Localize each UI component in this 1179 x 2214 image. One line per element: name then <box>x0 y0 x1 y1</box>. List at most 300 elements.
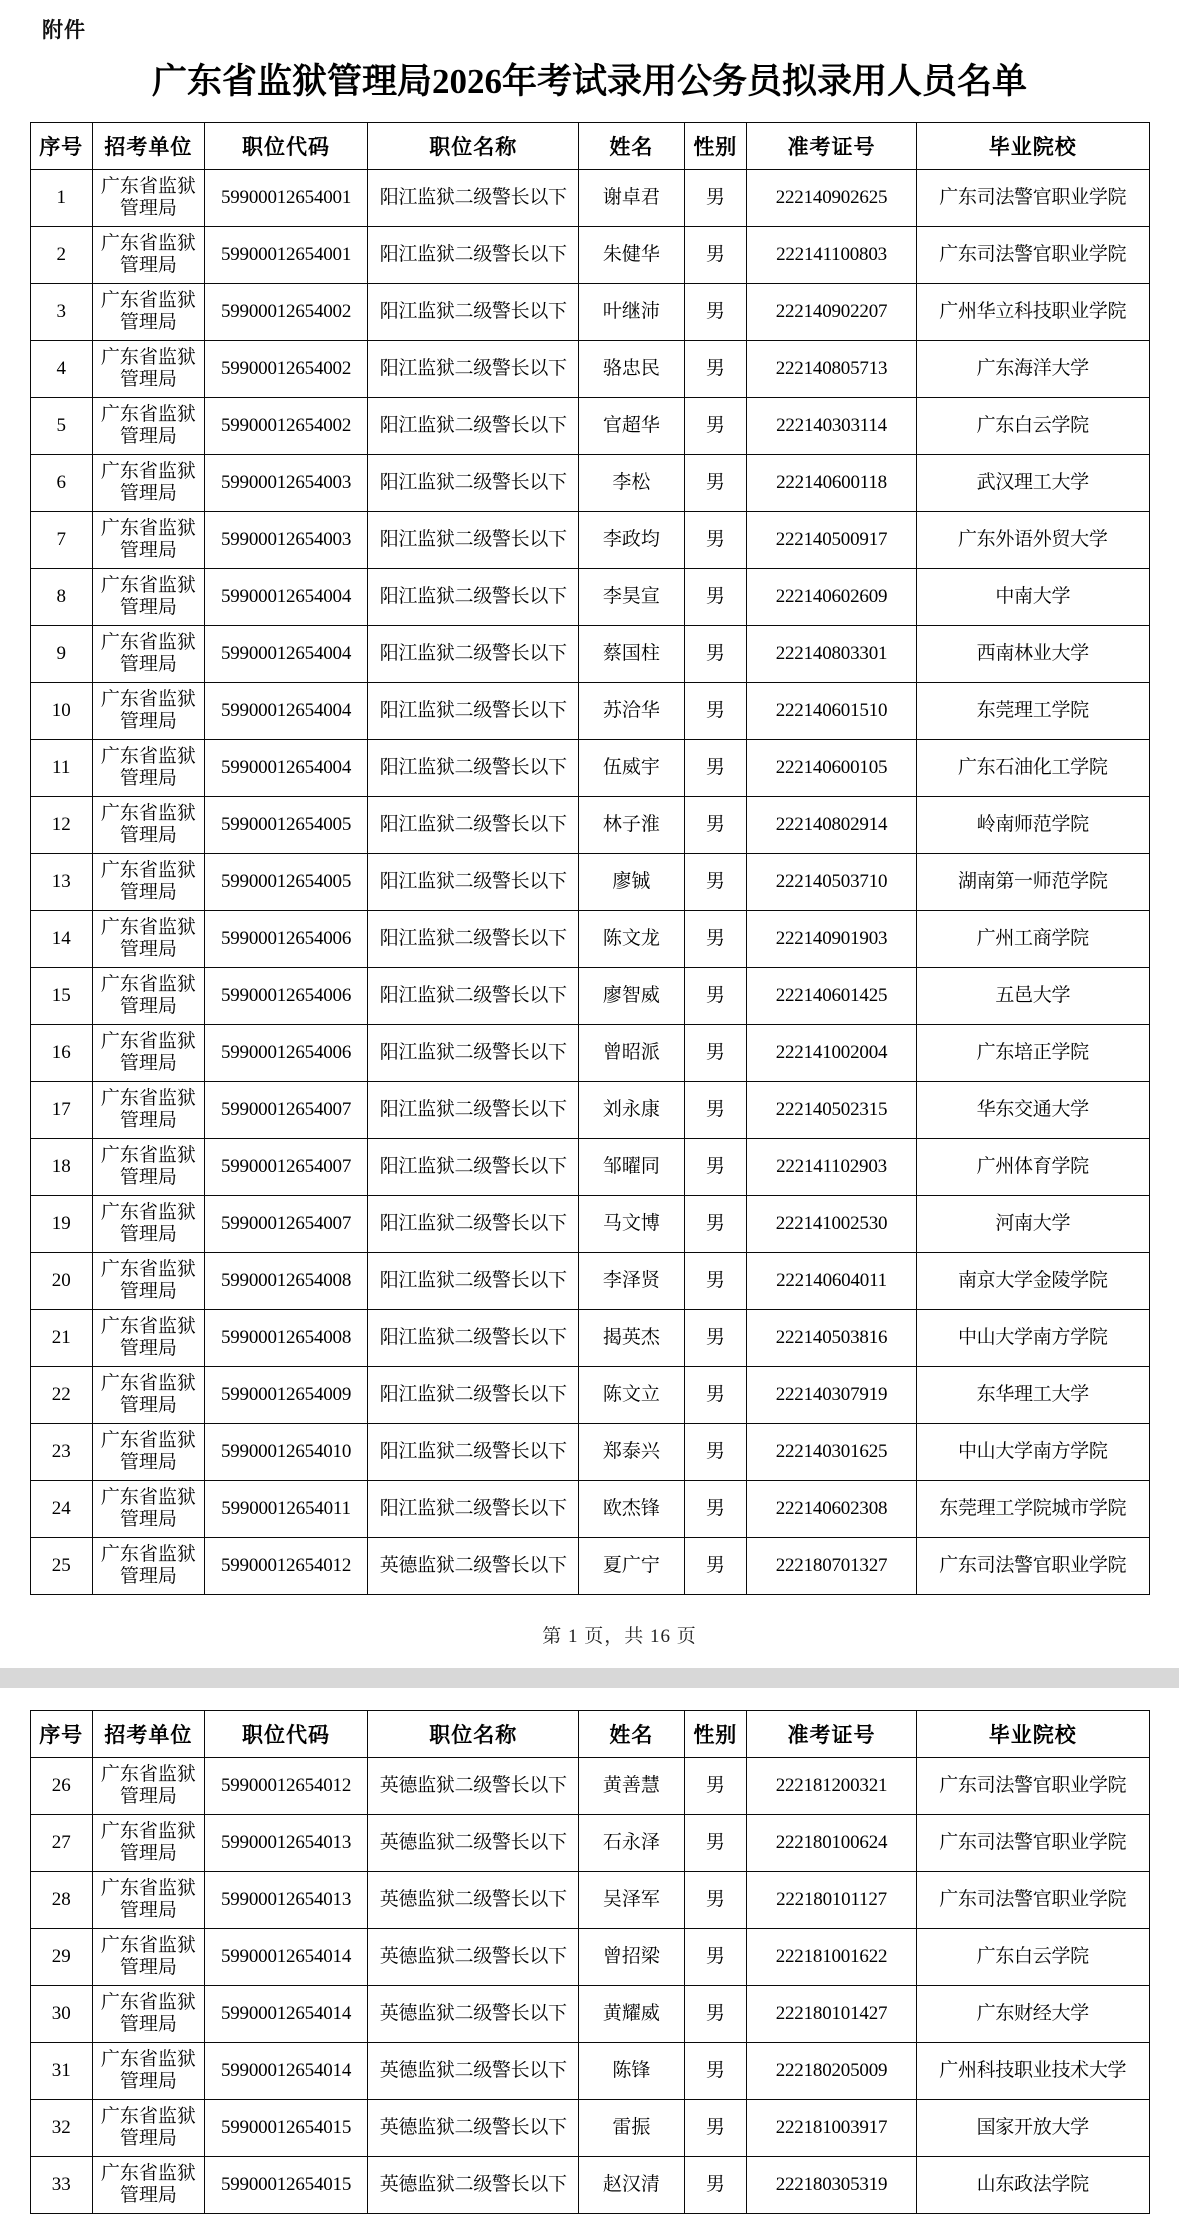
cell-code: 59900012654015 <box>204 2100 368 2157</box>
cell-school: 国家开放大学 <box>917 2100 1149 2157</box>
cell-school: 中南大学 <box>917 569 1149 626</box>
cell-name: 欧杰锋 <box>579 1481 684 1538</box>
cell-unit: 广东省监狱管理局 <box>92 284 204 341</box>
cell-sex: 男 <box>684 1310 746 1367</box>
cell-name: 谢卓君 <box>579 170 684 227</box>
cell-code: 59900012654004 <box>204 683 368 740</box>
column-header-code: 职位代码 <box>204 1711 368 1758</box>
cell-position: 阳江监狱二级警长以下 <box>368 911 579 968</box>
cell-unit: 广东省监狱管理局 <box>92 2157 204 2214</box>
table-row <box>30 1986 1149 2043</box>
cell-seq: 15 <box>30 968 92 1025</box>
cell-school: 广东海洋大学 <box>917 341 1149 398</box>
cell-position: 阳江监狱二级警长以下 <box>368 170 579 227</box>
cell-code: 59900012654002 <box>204 398 368 455</box>
cell-sex: 男 <box>684 854 746 911</box>
cell-exam-no: 222140802914 <box>747 797 917 854</box>
cell-code: 59900012654007 <box>204 1139 368 1196</box>
attachment-label: 附件 <box>42 19 86 42</box>
cell-position: 阳江监狱二级警长以下 <box>368 626 579 683</box>
cell-seq: 14 <box>30 911 92 968</box>
table-row <box>30 512 1149 569</box>
cell-exam-no: 222140601425 <box>747 968 917 1025</box>
cell-school: 湖南第一师范学院 <box>917 854 1149 911</box>
page-separator <box>0 1668 1179 1688</box>
cell-exam-no: 222140503710 <box>747 854 917 911</box>
cell-name: 揭英杰 <box>579 1310 684 1367</box>
table-row <box>30 1139 1149 1196</box>
cell-school: 广东司法警官职业学院 <box>917 1815 1149 1872</box>
cell-school: 广东外语外贸大学 <box>917 512 1149 569</box>
cell-sex: 男 <box>684 2043 746 2100</box>
cell-position: 阳江监狱二级警长以下 <box>368 227 579 284</box>
cell-seq: 19 <box>30 1196 92 1253</box>
cell-exam-no: 222140901903 <box>747 911 917 968</box>
cell-sex: 男 <box>684 2100 746 2157</box>
column-header-school: 毕业院校 <box>917 123 1149 170</box>
cell-exam-no: 222140902625 <box>747 170 917 227</box>
column-header-school: 毕业院校 <box>917 1711 1149 1758</box>
cell-sex: 男 <box>684 1424 746 1481</box>
cell-code: 59900012654010 <box>204 1424 368 1481</box>
cell-seq: 27 <box>30 1815 92 1872</box>
cell-code: 59900012654006 <box>204 1025 368 1082</box>
cell-school: 广州科技职业技术大学 <box>917 2043 1149 2100</box>
cell-exam-no: 222140805713 <box>747 341 917 398</box>
cell-sex: 男 <box>684 1481 746 1538</box>
cell-seq: 20 <box>30 1253 92 1310</box>
cell-code: 59900012654003 <box>204 512 368 569</box>
cell-school: 中山大学南方学院 <box>917 1310 1149 1367</box>
table-row <box>30 1929 1149 1986</box>
cell-seq: 4 <box>30 341 92 398</box>
document-page-2 <box>0 1688 1179 2214</box>
column-header-position: 职位名称 <box>368 1711 579 1758</box>
page-title: 广东省监狱管理局2026年考试录用公务员拟录用人员名单 <box>151 62 1027 101</box>
cell-position: 阳江监狱二级警长以下 <box>368 284 579 341</box>
cell-exam-no: 222141002004 <box>747 1025 917 1082</box>
cell-school: 广州华立科技职业学院 <box>917 284 1149 341</box>
cell-exam-no: 222180305319 <box>747 2157 917 2214</box>
cell-school: 武汉理工大学 <box>917 455 1149 512</box>
cell-name: 骆忠民 <box>579 341 684 398</box>
cell-code: 59900012654011 <box>204 1481 368 1538</box>
roster-table-page-2 <box>30 1710 1150 2214</box>
cell-seq: 29 <box>30 1929 92 1986</box>
cell-exam-no: 222141102903 <box>747 1139 917 1196</box>
cell-code: 59900012654006 <box>204 911 368 968</box>
cell-exam-no: 222140602308 <box>747 1481 917 1538</box>
cell-name: 苏洽华 <box>579 683 684 740</box>
cell-sex: 男 <box>684 683 746 740</box>
cell-exam-no: 222140503816 <box>747 1310 917 1367</box>
table-row <box>30 1253 1149 1310</box>
table-row <box>30 284 1149 341</box>
cell-unit: 广东省监狱管理局 <box>92 1481 204 1538</box>
cell-unit: 广东省监狱管理局 <box>92 398 204 455</box>
cell-name: 陈锋 <box>579 2043 684 2100</box>
table-row <box>30 1815 1149 1872</box>
cell-position: 阳江监狱二级警长以下 <box>368 1253 579 1310</box>
cell-sex: 男 <box>684 1815 746 1872</box>
cell-unit: 广东省监狱管理局 <box>92 1538 204 1595</box>
cell-sex: 男 <box>684 398 746 455</box>
cell-exam-no: 222180701327 <box>747 1538 917 1595</box>
cell-name: 黄善慧 <box>579 1758 684 1815</box>
column-header-exam-no: 准考证号 <box>747 123 917 170</box>
table-header-row <box>30 1711 1149 1758</box>
cell-unit: 广东省监狱管理局 <box>92 1310 204 1367</box>
cell-name: 郑泰兴 <box>579 1424 684 1481</box>
cell-unit: 广东省监狱管理局 <box>92 1139 204 1196</box>
cell-position: 阳江监狱二级警长以下 <box>368 1139 579 1196</box>
cell-sex: 男 <box>684 1025 746 1082</box>
cell-school: 东莞理工学院 <box>917 683 1149 740</box>
cell-position: 阳江监狱二级警长以下 <box>368 1025 579 1082</box>
cell-unit: 广东省监狱管理局 <box>92 1929 204 1986</box>
table-row <box>30 1196 1149 1253</box>
cell-code: 59900012654013 <box>204 1872 368 1929</box>
cell-unit: 广东省监狱管理局 <box>92 1872 204 1929</box>
cell-unit: 广东省监狱管理局 <box>92 1025 204 1082</box>
cell-unit: 广东省监狱管理局 <box>92 911 204 968</box>
cell-position: 阳江监狱二级警长以下 <box>368 1310 579 1367</box>
cell-sex: 男 <box>684 626 746 683</box>
cell-seq: 17 <box>30 1082 92 1139</box>
cell-position: 阳江监狱二级警长以下 <box>368 1082 579 1139</box>
cell-seq: 30 <box>30 1986 92 2043</box>
cell-unit: 广东省监狱管理局 <box>92 1082 204 1139</box>
cell-unit: 广东省监狱管理局 <box>92 2100 204 2157</box>
table-row <box>30 2100 1149 2157</box>
table-row <box>30 2157 1149 2214</box>
cell-unit: 广东省监狱管理局 <box>92 1424 204 1481</box>
cell-unit: 广东省监狱管理局 <box>92 341 204 398</box>
cell-code: 59900012654013 <box>204 1815 368 1872</box>
cell-code: 59900012654009 <box>204 1367 368 1424</box>
cell-name: 官超华 <box>579 398 684 455</box>
cell-exam-no: 222141002530 <box>747 1196 917 1253</box>
cell-seq: 32 <box>30 2100 92 2157</box>
cell-school: 五邑大学 <box>917 968 1149 1025</box>
cell-seq: 22 <box>30 1367 92 1424</box>
cell-name: 叶继沛 <box>579 284 684 341</box>
cell-sex: 男 <box>684 455 746 512</box>
cell-exam-no: 222180100624 <box>747 1815 917 1872</box>
cell-seq: 2 <box>30 227 92 284</box>
cell-exam-no: 222140303114 <box>747 398 917 455</box>
cell-unit: 广东省监狱管理局 <box>92 170 204 227</box>
cell-seq: 31 <box>30 2043 92 2100</box>
cell-sex: 男 <box>684 1196 746 1253</box>
cell-position: 英德监狱二级警长以下 <box>368 1872 579 1929</box>
cell-school: 西南林业大学 <box>917 626 1149 683</box>
cell-name: 刘永康 <box>579 1082 684 1139</box>
cell-school: 广东白云学院 <box>917 1929 1149 1986</box>
cell-unit: 广东省监狱管理局 <box>92 797 204 854</box>
table-row <box>30 455 1149 512</box>
table-row <box>30 1367 1149 1424</box>
cell-name: 黄耀威 <box>579 1986 684 2043</box>
column-header-name: 姓名 <box>579 123 684 170</box>
cell-unit: 广东省监狱管理局 <box>92 455 204 512</box>
cell-sex: 男 <box>684 1986 746 2043</box>
cell-school: 岭南师范学院 <box>917 797 1149 854</box>
cell-sex: 男 <box>684 569 746 626</box>
cell-sex: 男 <box>684 512 746 569</box>
cell-code: 59900012654014 <box>204 2043 368 2100</box>
cell-code: 59900012654014 <box>204 1929 368 1986</box>
cell-exam-no: 222140902207 <box>747 284 917 341</box>
cell-name: 李松 <box>579 455 684 512</box>
cell-unit: 广东省监狱管理局 <box>92 854 204 911</box>
table-row <box>30 1758 1149 1815</box>
cell-position: 阳江监狱二级警长以下 <box>368 968 579 1025</box>
cell-seq: 11 <box>30 740 92 797</box>
cell-name: 蔡国柱 <box>579 626 684 683</box>
cell-name: 伍威宇 <box>579 740 684 797</box>
cell-position: 阳江监狱二级警长以下 <box>368 1481 579 1538</box>
table-row <box>30 740 1149 797</box>
cell-exam-no: 222180205009 <box>747 2043 917 2100</box>
cell-seq: 10 <box>30 683 92 740</box>
table-row <box>30 1424 1149 1481</box>
cell-seq: 26 <box>30 1758 92 1815</box>
cell-position: 阳江监狱二级警长以下 <box>368 683 579 740</box>
cell-sex: 男 <box>684 1538 746 1595</box>
cell-exam-no: 222181200321 <box>747 1758 917 1815</box>
roster-body-page-1 <box>30 170 1149 1595</box>
cell-seq: 6 <box>30 455 92 512</box>
cell-unit: 广东省监狱管理局 <box>92 2043 204 2100</box>
cell-school: 广东石油化工学院 <box>917 740 1149 797</box>
cell-seq: 25 <box>30 1538 92 1595</box>
cell-sex: 男 <box>684 1758 746 1815</box>
cell-position: 阳江监狱二级警长以下 <box>368 398 579 455</box>
page-footer-1 <box>0 1621 1179 1648</box>
table-row <box>30 1872 1149 1929</box>
table-row <box>30 227 1149 284</box>
cell-seq: 18 <box>30 1139 92 1196</box>
table-row <box>30 968 1149 1025</box>
page-footer-1-text: 第 1 页，共 16 页 <box>542 1626 697 1647</box>
cell-exam-no: 222140602609 <box>747 569 917 626</box>
cell-seq: 12 <box>30 797 92 854</box>
cell-name: 邹曜同 <box>579 1139 684 1196</box>
cell-sex: 男 <box>684 2157 746 2214</box>
table-row <box>30 1481 1149 1538</box>
table-row <box>30 569 1149 626</box>
cell-unit: 广东省监狱管理局 <box>92 227 204 284</box>
cell-unit: 广东省监狱管理局 <box>92 1253 204 1310</box>
cell-code: 59900012654001 <box>204 170 368 227</box>
table-row <box>30 626 1149 683</box>
cell-position: 阳江监狱二级警长以下 <box>368 1196 579 1253</box>
cell-school: 广东司法警官职业学院 <box>917 1758 1149 1815</box>
cell-sex: 男 <box>684 1929 746 1986</box>
table-row <box>30 854 1149 911</box>
cell-school: 山东政法学院 <box>917 2157 1149 2214</box>
cell-sex: 男 <box>684 1082 746 1139</box>
cell-seq: 8 <box>30 569 92 626</box>
cell-code: 59900012654004 <box>204 569 368 626</box>
cell-code: 59900012654002 <box>204 284 368 341</box>
column-header-code: 职位代码 <box>204 123 368 170</box>
cell-code: 59900012654014 <box>204 1986 368 2043</box>
cell-code: 59900012654015 <box>204 2157 368 2214</box>
cell-name: 林子淮 <box>579 797 684 854</box>
cell-position: 英德监狱二级警长以下 <box>368 2043 579 2100</box>
table-header-row <box>30 123 1149 170</box>
cell-seq: 21 <box>30 1310 92 1367</box>
cell-name: 陈文立 <box>579 1367 684 1424</box>
cell-position: 英德监狱二级警长以下 <box>368 1538 579 1595</box>
cell-position: 英德监狱二级警长以下 <box>368 2100 579 2157</box>
cell-seq: 24 <box>30 1481 92 1538</box>
table-row <box>30 1310 1149 1367</box>
cell-school: 广东白云学院 <box>917 398 1149 455</box>
table-row <box>30 683 1149 740</box>
cell-school: 广东司法警官职业学院 <box>917 1538 1149 1595</box>
cell-exam-no: 222141100803 <box>747 227 917 284</box>
column-header-position: 职位名称 <box>368 123 579 170</box>
cell-code: 59900012654003 <box>204 455 368 512</box>
cell-position: 阳江监狱二级警长以下 <box>368 797 579 854</box>
cell-sex: 男 <box>684 740 746 797</box>
cell-name: 李泽贤 <box>579 1253 684 1310</box>
cell-unit: 广东省监狱管理局 <box>92 1758 204 1815</box>
cell-sex: 男 <box>684 341 746 398</box>
cell-position: 阳江监狱二级警长以下 <box>368 569 579 626</box>
cell-position: 英德监狱二级警长以下 <box>368 1929 579 1986</box>
cell-unit: 广东省监狱管理局 <box>92 968 204 1025</box>
column-header-unit: 招考单位 <box>92 123 204 170</box>
table-row <box>30 911 1149 968</box>
cell-school: 广东司法警官职业学院 <box>917 170 1149 227</box>
cell-sex: 男 <box>684 911 746 968</box>
table-row <box>30 341 1149 398</box>
cell-seq: 7 <box>30 512 92 569</box>
table-row <box>30 398 1149 455</box>
cell-position: 阳江监狱二级警长以下 <box>368 854 579 911</box>
cell-position: 英德监狱二级警长以下 <box>368 2157 579 2214</box>
column-header-sex: 性别 <box>684 1711 746 1758</box>
cell-seq: 3 <box>30 284 92 341</box>
cell-code: 59900012654007 <box>204 1082 368 1139</box>
cell-unit: 广东省监狱管理局 <box>92 626 204 683</box>
cell-seq: 23 <box>30 1424 92 1481</box>
column-header-unit: 招考单位 <box>92 1711 204 1758</box>
table-row <box>30 2043 1149 2100</box>
cell-name: 石永泽 <box>579 1815 684 1872</box>
cell-position: 阳江监狱二级警长以下 <box>368 512 579 569</box>
cell-code: 59900012654008 <box>204 1310 368 1367</box>
cell-seq: 13 <box>30 854 92 911</box>
cell-code: 59900012654005 <box>204 854 368 911</box>
cell-position: 英德监狱二级警长以下 <box>368 1986 579 2043</box>
cell-school: 河南大学 <box>917 1196 1149 1253</box>
cell-position: 阳江监狱二级警长以下 <box>368 455 579 512</box>
cell-code: 59900012654005 <box>204 797 368 854</box>
cell-unit: 广东省监狱管理局 <box>92 512 204 569</box>
cell-school: 华东交通大学 <box>917 1082 1149 1139</box>
cell-name: 陈文龙 <box>579 911 684 968</box>
cell-exam-no: 222140301625 <box>747 1424 917 1481</box>
cell-sex: 男 <box>684 968 746 1025</box>
cell-name: 夏广宁 <box>579 1538 684 1595</box>
cell-school: 广东司法警官职业学院 <box>917 227 1149 284</box>
cell-exam-no: 222140803301 <box>747 626 917 683</box>
roster-body-page-2 <box>30 1758 1149 2214</box>
cell-exam-no: 222140307919 <box>747 1367 917 1424</box>
cell-seq: 5 <box>30 398 92 455</box>
cell-exam-no: 222140600118 <box>747 455 917 512</box>
cell-seq: 9 <box>30 626 92 683</box>
cell-exam-no: 222181001622 <box>747 1929 917 1986</box>
cell-exam-no: 222180101427 <box>747 1986 917 2043</box>
cell-name: 曾招梁 <box>579 1929 684 1986</box>
cell-exam-no: 222140500917 <box>747 512 917 569</box>
cell-school: 广东培正学院 <box>917 1025 1149 1082</box>
column-header-name: 姓名 <box>579 1711 684 1758</box>
column-header-exam-no: 准考证号 <box>747 1711 917 1758</box>
cell-name: 朱健华 <box>579 227 684 284</box>
cell-position: 英德监狱二级警长以下 <box>368 1815 579 1872</box>
cell-seq: 1 <box>30 170 92 227</box>
cell-name: 廖智威 <box>579 968 684 1025</box>
cell-exam-no: 222140502315 <box>747 1082 917 1139</box>
cell-sex: 男 <box>684 1253 746 1310</box>
cell-code: 59900012654004 <box>204 740 368 797</box>
cell-exam-no: 222140604011 <box>747 1253 917 1310</box>
table-row <box>30 797 1149 854</box>
cell-name: 曾昭派 <box>579 1025 684 1082</box>
cell-exam-no: 222140601510 <box>747 683 917 740</box>
table-row <box>30 1025 1149 1082</box>
cell-unit: 广东省监狱管理局 <box>92 1196 204 1253</box>
cell-sex: 男 <box>684 797 746 854</box>
cell-school: 广东司法警官职业学院 <box>917 1872 1149 1929</box>
cell-position: 阳江监狱二级警长以下 <box>368 1424 579 1481</box>
cell-code: 59900012654004 <box>204 626 368 683</box>
cell-seq: 28 <box>30 1872 92 1929</box>
table-row <box>30 1082 1149 1139</box>
cell-sex: 男 <box>684 1139 746 1196</box>
cell-sex: 男 <box>684 284 746 341</box>
table-row <box>30 170 1149 227</box>
cell-unit: 广东省监狱管理局 <box>92 1986 204 2043</box>
cell-code: 59900012654008 <box>204 1253 368 1310</box>
cell-name: 李政均 <box>579 512 684 569</box>
table-row <box>30 1538 1149 1595</box>
roster-table-page-1 <box>30 122 1150 1595</box>
cell-code: 59900012654001 <box>204 227 368 284</box>
cell-sex: 男 <box>684 227 746 284</box>
cell-sex: 男 <box>684 1367 746 1424</box>
cell-code: 59900012654012 <box>204 1538 368 1595</box>
cell-exam-no: 222180101127 <box>747 1872 917 1929</box>
cell-position: 阳江监狱二级警长以下 <box>368 341 579 398</box>
cell-position: 英德监狱二级警长以下 <box>368 1758 579 1815</box>
cell-school: 中山大学南方学院 <box>917 1424 1149 1481</box>
cell-name: 吴泽军 <box>579 1872 684 1929</box>
cell-code: 59900012654002 <box>204 341 368 398</box>
cell-school: 广东财经大学 <box>917 1986 1149 2043</box>
cell-name: 廖铖 <box>579 854 684 911</box>
cell-exam-no: 222181003917 <box>747 2100 917 2157</box>
cell-code: 59900012654012 <box>204 1758 368 1815</box>
column-header-seq: 序号 <box>30 123 92 170</box>
